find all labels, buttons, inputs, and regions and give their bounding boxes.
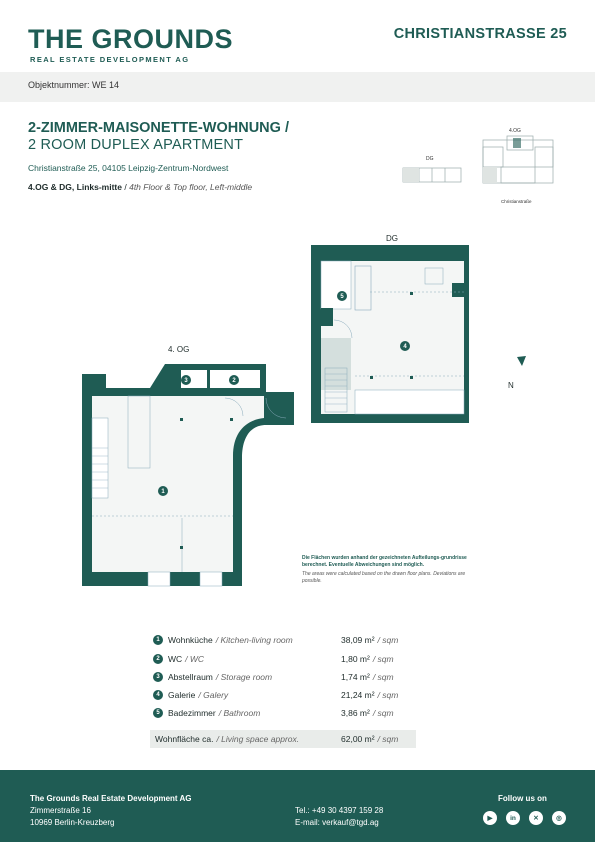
keyplan-label-dg: DG	[426, 156, 434, 162]
instagram-icon[interactable]: ◎	[552, 811, 566, 825]
room-area-unit: / sqm	[377, 690, 399, 700]
room-marker-2-label: 2	[232, 378, 236, 384]
keyplan-og-highlight	[483, 167, 497, 183]
floor-plan	[70, 228, 540, 598]
room-row	[153, 632, 415, 648]
total-name-en: / Living space approx.	[216, 734, 300, 744]
floor-line	[28, 182, 252, 192]
plan-label-dg: DG	[386, 234, 398, 243]
follow-us-label: Follow us on	[498, 794, 547, 803]
room-area-unit: / sqm	[372, 708, 394, 718]
room-name: WC	[168, 654, 183, 664]
room-name: Abstellraum	[168, 672, 213, 682]
room-number: 5	[153, 708, 163, 718]
room-area	[341, 690, 398, 700]
footer-street: Zimmerstraße 16	[30, 806, 91, 815]
room-marker-1-label: 1	[161, 489, 165, 495]
building-key-plan	[395, 122, 565, 212]
room-row	[153, 651, 415, 667]
room-area-unit: / sqm	[372, 672, 394, 682]
og-floor	[82, 364, 294, 586]
room-row	[153, 705, 415, 721]
room-name-en: / Storage room	[215, 672, 273, 682]
room-number: 1	[153, 635, 163, 645]
keyplan-dg-highlight	[403, 168, 419, 182]
total-name: Wohnfläche ca.	[155, 734, 214, 744]
room-area-unit: / sqm	[377, 635, 399, 645]
north-arrow-icon	[517, 356, 526, 366]
room-area	[341, 672, 394, 682]
room-area-unit: / sqm	[372, 654, 394, 664]
footer-phone[interactable]: Tel.: +49 30 4397 159 28	[295, 806, 384, 815]
room-name-en: / Kitchen-living room	[215, 635, 293, 645]
company-logo: THE GROUNDS	[28, 24, 234, 54]
floor-english: 4th Floor & Top floor, Left-middle	[129, 182, 253, 192]
room-name: Galerie	[168, 690, 196, 700]
room-marker-5-label: 5	[340, 294, 344, 300]
youtube-icon[interactable]: ▶	[483, 811, 497, 825]
room-name: Badezimmer	[168, 708, 216, 718]
room-name-en: / WC	[185, 654, 205, 664]
room-area-value: 1,80 m²	[341, 654, 370, 664]
total-area-value: 62,00 m²	[341, 734, 375, 744]
room-area-value: 3,86 m²	[341, 708, 370, 718]
room-name-en: / Galery	[198, 690, 229, 700]
room-area-value: 21,24 m²	[341, 690, 375, 700]
room-area-value: 38,09 m²	[341, 635, 375, 645]
linkedin-icon[interactable]: in	[506, 811, 520, 825]
title-english: 2 ROOM DUPLEX APARTMENT	[28, 137, 244, 153]
footer-city: 10969 Berlin-Kreuzberg	[30, 818, 115, 827]
room-number: 4	[153, 690, 163, 700]
keyplan-stair	[513, 138, 521, 148]
keyplan-label-og: 4.OG	[509, 128, 521, 134]
room-name-en: / Bathroom	[218, 708, 261, 718]
floor-german: 4.OG & DG, Links-mitte	[28, 182, 122, 192]
footer-email[interactable]: E-mail: verkauf@tgd.ag	[295, 818, 379, 827]
room-row	[153, 687, 415, 703]
room-marker-3-label: 3	[184, 378, 188, 384]
room-area	[341, 708, 394, 718]
room-row	[153, 669, 415, 685]
footer-company: The Grounds Real Estate Development AG	[30, 794, 192, 803]
total-row	[155, 731, 417, 747]
area-note-german: Die Flächen wurden anhand der gezeichneten Aufteilungs-grundrisse berechnet. Eventuelle Abweichungen sind möglich.	[302, 555, 467, 568]
keyplan-street-label: Christianstraße	[501, 199, 532, 204]
room-number: 2	[153, 654, 163, 664]
room-area	[341, 635, 398, 645]
area-note-english: The areas were calculated based on the drawn floor plans. Deviations are possible.	[302, 571, 466, 584]
total-area-unit: / sqm	[377, 734, 399, 744]
company-logo-subtitle: REAL ESTATE DEVELOPMENT AG	[30, 55, 190, 64]
room-marker-4-label: 4	[403, 344, 407, 350]
xing-icon[interactable]: ✕	[529, 811, 543, 825]
room-area	[341, 654, 394, 664]
floor-separator: /	[122, 182, 130, 192]
room-number: 3	[153, 672, 163, 682]
room-name: Wohnküche	[168, 635, 213, 645]
total-area	[341, 734, 398, 744]
plan-label-og: 4. OG	[168, 345, 190, 354]
address-line: Christianstraße 25, 04105 Leipzig-Zentrum-Nordwest	[28, 163, 229, 173]
north-label: N	[508, 381, 514, 390]
object-number: Objektnummer: WE 14	[28, 80, 120, 90]
title-german: 2-ZIMMER-MAISONETTE-WOHNUNG /	[28, 120, 289, 136]
dg-floor	[311, 245, 469, 423]
room-area-value: 1,74 m²	[341, 672, 370, 682]
property-address-heading: CHRISTIANSTRASSE 25	[393, 26, 567, 42]
